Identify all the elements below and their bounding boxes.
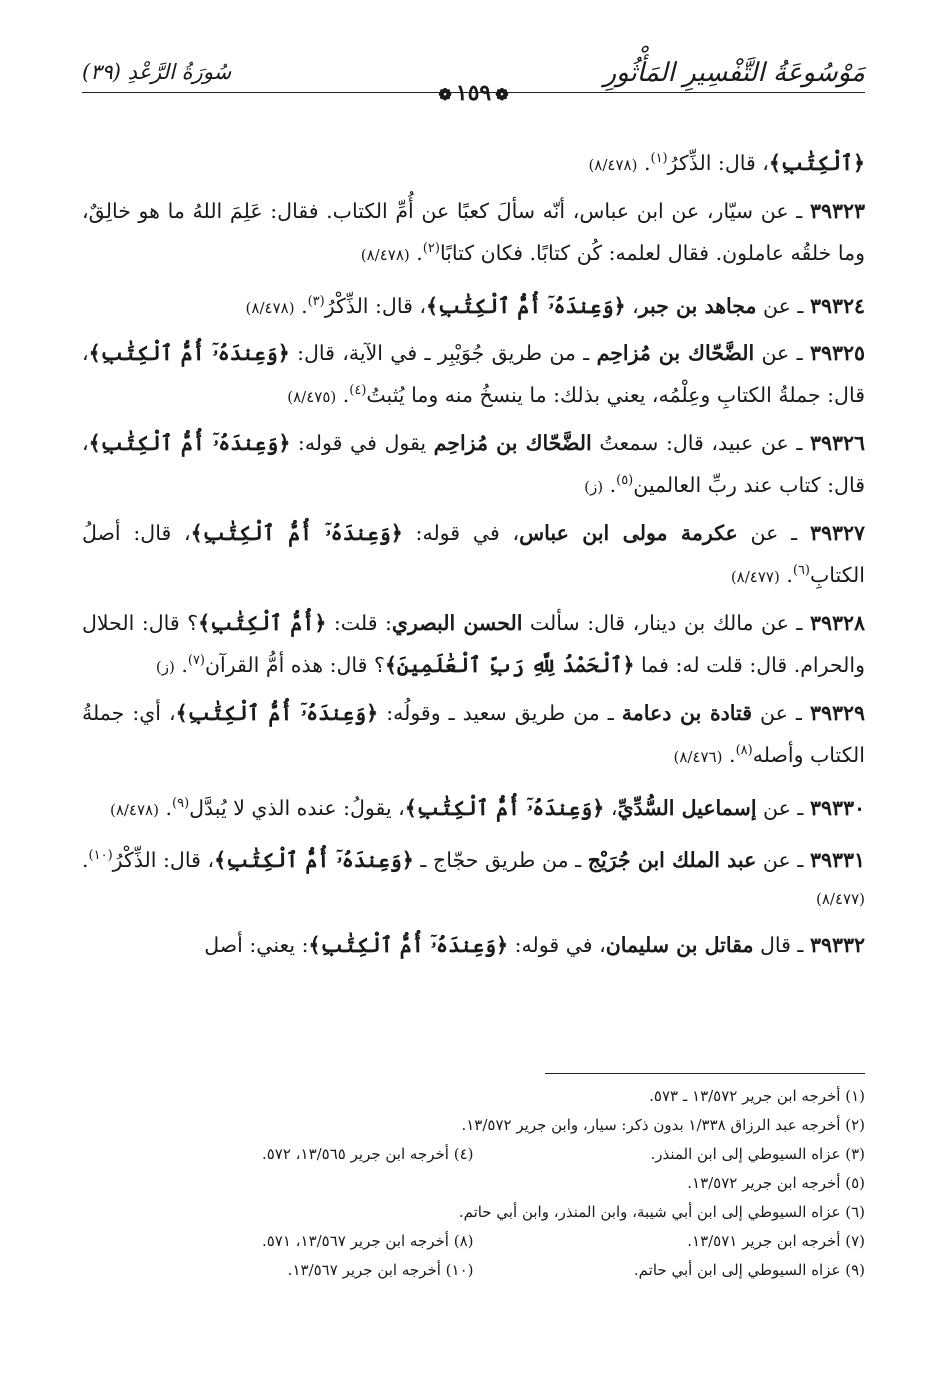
running-header <box>82 58 865 106</box>
quran-quote: ﴿ٱلْحَمْدُ لِلَّهِ رَبِّ ٱلْعَٰلَمِينَ﴾ <box>384 652 635 677</box>
main-text <box>82 140 865 973</box>
footnote: (٥) أخرجه ابن جرير ١٣/٥٧٢. <box>687 1174 865 1192</box>
narrator-name: مجاهد بن جبر <box>638 293 757 318</box>
footnote: (٩) عزاه السيوطي إلى ابن أبي حاتم. <box>633 1261 865 1279</box>
footnote-line <box>82 1227 865 1256</box>
hadith-paragraph <box>82 515 865 596</box>
hadith-number: ٣٩٣٢٨ <box>809 610 865 635</box>
footnote: (٤) أخرجه ابن جرير ١٣/٥٦٥، ٥٧٢. <box>261 1145 474 1163</box>
volume-reference: (٨/٤٧٧) <box>730 567 780 586</box>
hadith-number: ٣٩٣٢٥ <box>809 341 865 366</box>
text-run: . <box>174 652 188 677</box>
volume-reference: (٨/٤٧٥) <box>287 388 337 407</box>
text-run: ؟ قال: الحلال والحرام. قال: قلت له: فما <box>82 610 865 677</box>
text-run: ـ عن <box>754 341 810 366</box>
text-run: ، <box>625 293 639 318</box>
narrator-name: إسماعيل السُّدِّيِّ <box>617 795 757 820</box>
footnote-line <box>82 1111 865 1140</box>
surah-title: سُورَةُ الرَّعْدِ (٣٩) <box>82 60 232 84</box>
text-run: . <box>158 795 172 820</box>
volume-reference: (ز) <box>155 657 175 676</box>
footnote-rule <box>545 1073 865 1074</box>
hadith-number: ٣٩٣٢٤ <box>809 293 865 318</box>
volume-reference: (٨/٤٧٨) <box>360 245 410 264</box>
hadith-paragraph <box>82 927 865 964</box>
footnote: (١) أخرجه ابن جرير ١٣/٥٧٢ ـ ٥٧٣. <box>649 1087 865 1105</box>
footnote-line <box>82 1198 865 1227</box>
text-run: ـ عن <box>756 293 810 318</box>
narrator-name: عبد الملك ابن جُرَيْج <box>587 848 757 873</box>
text-run: . <box>82 848 89 873</box>
text-run: ـ قال <box>753 933 810 958</box>
quran-quote: ﴿وَعِندَهُۥٓ أُمُّ ٱلْكِتَٰبِ﴾ <box>88 341 290 366</box>
footnote-marker: (٧) <box>187 652 205 668</box>
footnote-line <box>82 1169 865 1198</box>
footnote-marker: (٦) <box>792 563 810 579</box>
quran-quote: ﴿ٱلْكِتَٰبِ﴾ <box>768 150 865 175</box>
quran-quote: ﴿وَعِندَهُۥٓ أُمُّ ٱلْكِتَٰبِ﴾ <box>404 795 605 820</box>
text-run: ، في قوله: <box>402 521 520 546</box>
text-run: . <box>722 742 736 767</box>
text-run: ، أي: جملةُ الكتاب وأصله <box>82 700 865 767</box>
text-run: : قلت: <box>326 610 392 635</box>
footnote-marker: (٣) <box>307 293 325 309</box>
hadith-number: ٣٩٣٣٠ <box>809 795 865 820</box>
hadith-number: ٣٩٣٣٢ <box>809 933 865 958</box>
footnote-marker: (٨) <box>735 742 753 758</box>
text-run: ، قال: أصلُ الكتابِ <box>82 521 865 587</box>
quran-quote: ﴿وَعِندَهُۥٓ أُمُّ ٱلْكِتَٰبِ﴾ <box>214 848 414 873</box>
text-run: ـ عن عبيد، قال: سمعتُ <box>591 431 810 456</box>
narrator-name: الضَّحّاك بن مُزاحِم <box>596 341 755 366</box>
quran-quote: ﴿وَعِندَهُۥٓ أُمُّ ٱلْكِتَٰبِ﴾ <box>308 933 509 958</box>
footnote: (٢) أخرجه عبد الرزاق ١/٣٣٨ بدون ذكر: سيار، وابن جرير ١٣/٥٧٢. <box>461 1116 865 1134</box>
text-run: ـ عن <box>737 521 810 546</box>
narrator-name: الضَّحّاك بن مُزاحِم <box>433 431 592 456</box>
text-run: . <box>336 383 350 408</box>
hadith-paragraph <box>82 605 865 686</box>
hadith-number: ٣٩٣٢٣ <box>809 198 865 223</box>
footnote-marker: (٤) <box>349 383 367 399</box>
text-run: ؟ قال: هذه أمُّ القرآن <box>205 652 385 677</box>
page-number-box <box>434 80 512 106</box>
footnote-marker: (٥) <box>616 473 634 489</box>
hadith-paragraph <box>82 785 865 829</box>
volume-reference: (ز) <box>584 478 604 497</box>
footnote: (٨) أخرجه ابن جرير ١٣/٥٦٧، ٥٧١. <box>261 1232 474 1250</box>
text-run: يقول في قوله: <box>290 431 434 456</box>
footnote-marker: (١٠) <box>88 848 113 864</box>
footnote: (٦) عزاه السيوطي إلى ابن أبي شيبة، وابن المنذر، وابن أبي حاتم. <box>458 1203 865 1221</box>
text-run: ، يقولُ: عنده الذي لا يُبدَّل <box>189 795 405 820</box>
footnote-marker: (١) <box>650 151 668 166</box>
text-run: ـ عن مالك بن دينار، قال: سألت <box>522 610 810 635</box>
text-run: ـ من طريق حجّاج ـ <box>413 848 588 873</box>
hadith-paragraph <box>82 695 865 776</box>
quran-quote: ﴿وَعِندَهُۥٓ أُمُّ ٱلْكِتَٰبِ﴾ <box>175 700 379 725</box>
hadith-paragraph <box>82 140 865 184</box>
text-run: . <box>779 562 793 587</box>
text-run: ، قال: الذِّكرُ <box>667 150 769 175</box>
text-run: ، قال: جملةُ الكتابِ وعِلْمُه، يعني بذلك: ما ينسخُ منه وما يُثبتُ <box>82 341 865 408</box>
volume-reference: (٨/٤٧٧) <box>816 890 865 909</box>
footnote-marker: (٩) <box>172 795 190 811</box>
book-title: مَوْسُوعَةُ التَّفْسِيرِ المَأْثُورِ <box>603 58 865 88</box>
footnote-marker: (٢) <box>422 240 440 256</box>
volume-reference: (٨/٤٧٨) <box>588 155 638 174</box>
hadith-number: ٣٩٣٢٦ <box>809 431 865 456</box>
footnote: (٧) أخرجه ابن جرير ١٣/٥٧١. <box>687 1232 865 1250</box>
footnote-line <box>82 1082 865 1111</box>
text-run: ، قال: الذِّكْرُ <box>112 848 215 873</box>
narrator-name: الحسن البصري <box>391 610 523 635</box>
text-run: ـ عن <box>752 700 810 725</box>
text-run: ـ عن سيّار، عن ابن عباس، أنّه سألَ كعبًا عن أُمِّ الكتاب. فقال: عَلِمَ اللهُ ما هو خالِقٌ، وما خلقُه عاملون. فقال لعلمه: كُن كتابًا. فكان كتابًا <box>82 198 865 265</box>
hadith-paragraph <box>82 335 865 416</box>
hadith-paragraph <box>82 193 865 274</box>
ornament-icon: ❁ <box>438 85 452 104</box>
footnote: (١٠) أخرجه ابن جرير ١٣/٥٦٧. <box>287 1261 474 1279</box>
text-run: : يعني: أصل <box>204 933 309 958</box>
text-run: ـ عن <box>756 848 810 873</box>
quran-quote: ﴿وَعِندَهُۥٓ أُمُّ ٱلْكِتَٰبِ﴾ <box>88 431 291 456</box>
narrator-name: قتادة بن دعامة <box>621 700 753 725</box>
quran-quote: ﴿أُمُّ ٱلْكِتَٰبِ﴾ <box>198 610 327 635</box>
text-run: ـ من طريق جُوَيْبِر ـ في الآية، قال: <box>289 341 597 366</box>
narrator-name: عكرمة مولى ابن عباس <box>519 521 738 546</box>
hadith-paragraph <box>82 837 865 918</box>
footnote: (٣) عزاه السيوطي إلى ابن المنذر. <box>650 1145 865 1163</box>
volume-reference: (٨/٤٧٨) <box>245 298 295 317</box>
footnote-line <box>82 1256 865 1285</box>
ornament-icon: ❁ <box>495 85 509 104</box>
volume-reference: (٨/٤٧٦) <box>673 747 723 766</box>
text-run: . <box>294 293 308 318</box>
hadith-number: ٣٩٣٣١ <box>809 848 865 873</box>
text-run: ، <box>604 795 618 820</box>
text-run: ، قال: كتاب عند ربِّ العالمين <box>82 431 865 498</box>
footnote-line <box>82 1140 865 1169</box>
hadith-paragraph <box>82 425 865 506</box>
footnotes <box>82 1082 865 1285</box>
hadith-number: ٣٩٣٢٩ <box>809 700 865 725</box>
text-run: . <box>603 473 617 498</box>
text-run: ـ من طريق سعيد ـ وقولُه: <box>378 700 622 725</box>
page-number: ١٥٩ <box>455 80 492 106</box>
text-run: ، قال: الذِّكْرُ <box>324 293 427 318</box>
hadith-paragraph <box>82 283 865 327</box>
quran-quote: ﴿وَعِندَهُۥٓ أُمُّ ٱلْكِتَٰبِ﴾ <box>190 521 403 546</box>
text-run: . <box>637 150 651 175</box>
quran-quote: ﴿وَعِندَهُۥٓ أُمُّ ٱلْكِتَٰبِ﴾ <box>426 293 626 318</box>
hadith-number: ٣٩٣٢٧ <box>809 521 865 546</box>
text-run: ـ عن <box>756 795 810 820</box>
text-run: . <box>409 240 423 265</box>
narrator-name: مقاتل بن سليمان <box>605 933 754 958</box>
text-run: ، في قوله: <box>508 933 606 958</box>
volume-reference: (٨/٤٧٨) <box>109 800 159 819</box>
